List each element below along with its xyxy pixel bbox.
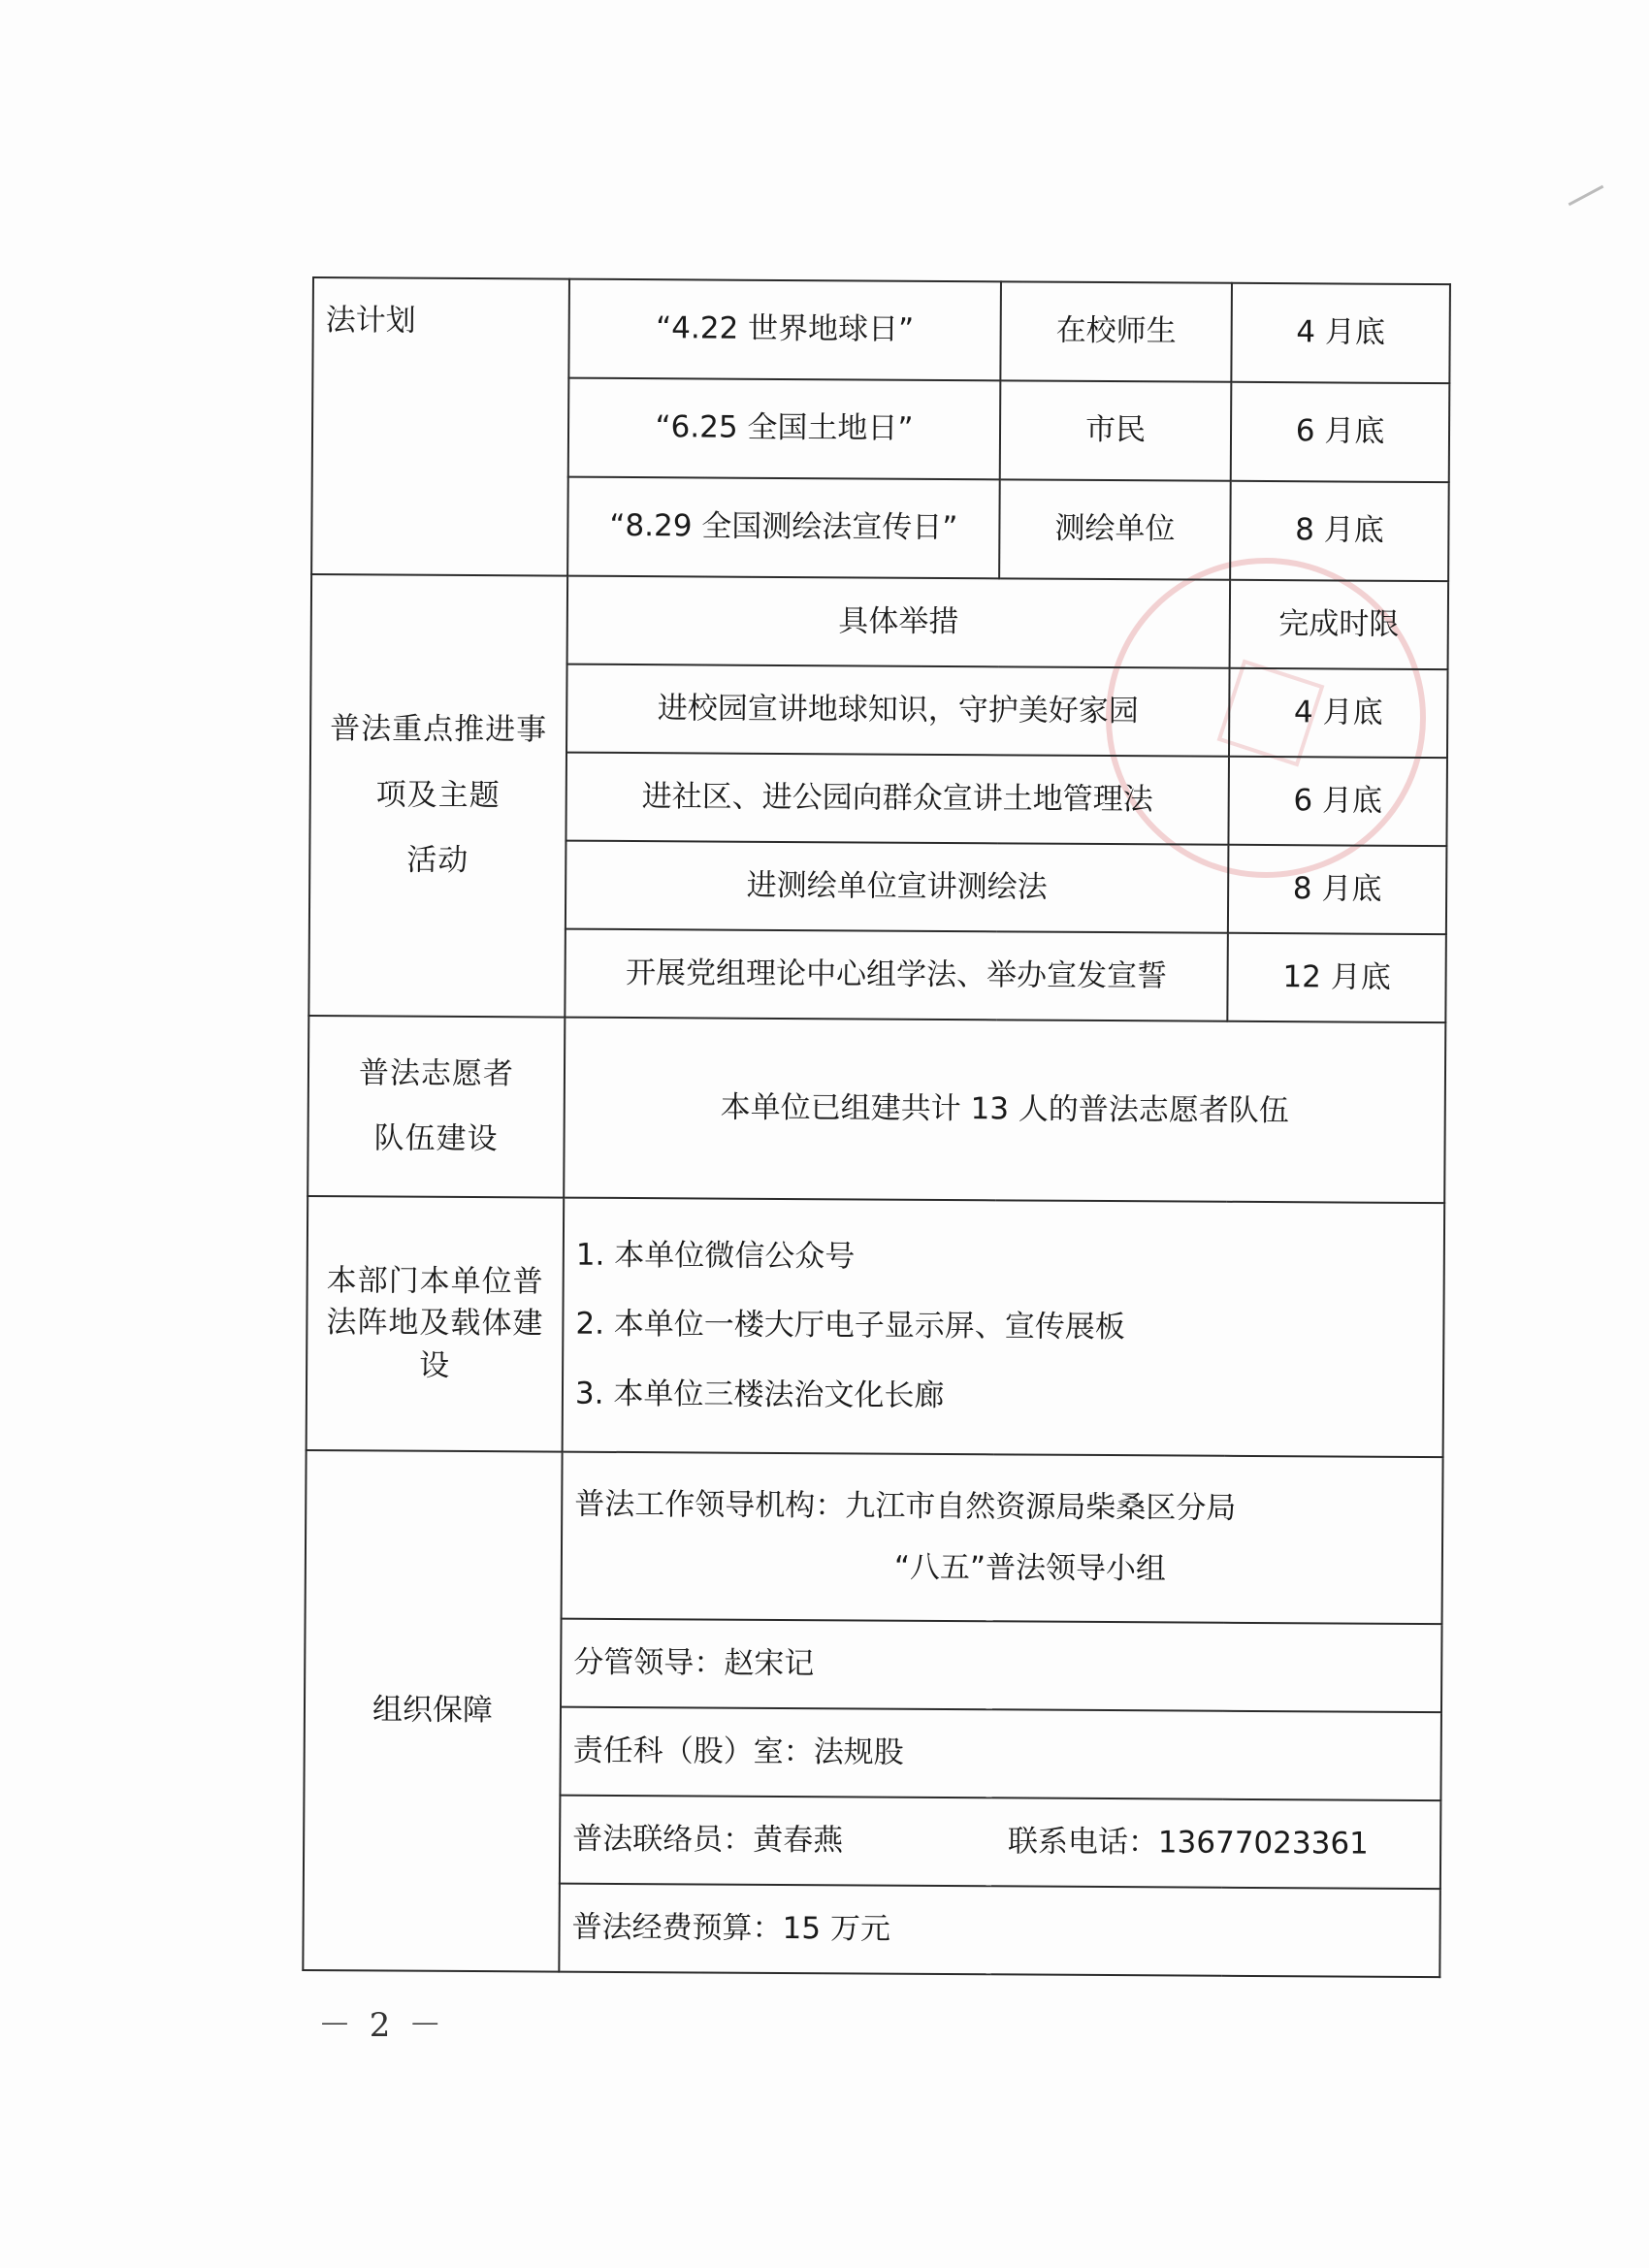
- activity-audience: 在校师生: [1000, 281, 1232, 381]
- activity-name: “6.25 全国土地日”: [568, 378, 1001, 480]
- activity-name: “8.29 全国测绘法宣传日”: [567, 477, 1000, 579]
- activity-audience: 市民: [1000, 380, 1232, 480]
- org-department: 责任科（股）室：法规股: [560, 1707, 1441, 1801]
- key-items-label: [308, 574, 567, 1018]
- measures-header: 具体举措: [567, 576, 1231, 668]
- key-items-header-row: [311, 574, 1449, 669]
- activity-name: “4.22 世界地球日”: [568, 279, 1001, 381]
- activity-deadline: 6 月底: [1231, 382, 1450, 482]
- key-item-measure: 开展党组理论中心组学法、举办宣发宣誓: [565, 929, 1228, 1021]
- org-phone: 联系电话：13677023361: [1007, 1824, 1369, 1862]
- volunteer-label-line: 队伍建设: [373, 1120, 499, 1157]
- activity-deadline: 8 月底: [1230, 481, 1449, 581]
- carrier-item: 3. 本单位三楼法治文化长廊: [574, 1376, 945, 1413]
- volunteer-text: 本单位已组建共计 13 人的普法志愿者队伍: [564, 1018, 1445, 1204]
- org-liaison-cell: [560, 1796, 1441, 1890]
- carriers-label-line: 本部门本单位普: [326, 1263, 544, 1300]
- key-items-label-line: 活动: [406, 842, 469, 879]
- org-leading-body-line: “八五”普法领导小组: [893, 1549, 1167, 1587]
- key-items-label-line: 普法重点推进事: [330, 711, 548, 748]
- carriers-list: [563, 1198, 1445, 1458]
- volunteer-row: [307, 1016, 1445, 1203]
- volunteer-label: [307, 1016, 565, 1198]
- org-leading-body-line: 普法工作领导机构：九江市自然资源局柴桑区分局: [574, 1486, 1237, 1526]
- key-item-measure: 进校园宣讲地球知识，守护美好家园: [566, 664, 1230, 757]
- plan-table: [302, 276, 1451, 1978]
- scan-mark: [1568, 185, 1604, 206]
- org-liaison: 普法联络员：黄春燕: [572, 1821, 844, 1859]
- org-budget: 普法经费预算：15 万元: [559, 1884, 1440, 1978]
- key-item-deadline: 8 月底: [1228, 845, 1447, 934]
- carrier-item: 1. 本单位微信公众号: [575, 1237, 856, 1275]
- org-leading-body: [562, 1452, 1443, 1625]
- key-item-deadline: 4 月底: [1229, 668, 1448, 758]
- key-item-deadline: 12 月底: [1227, 933, 1446, 1022]
- carriers-label: [307, 1196, 565, 1452]
- key-item-measure: 进社区、进公园向群众宣讲土地管理法: [566, 753, 1229, 845]
- volunteer-label-line: 普法志愿者: [358, 1054, 515, 1091]
- plan-label: 法计划: [311, 277, 569, 576]
- deadline-header: 完成时限: [1230, 580, 1449, 669]
- org-label: 组织保障: [303, 1450, 562, 1972]
- org-leading-body-row: [306, 1450, 1443, 1624]
- activity-audience: 测绘单位: [999, 479, 1231, 579]
- activity-deadline: 4 月底: [1231, 283, 1450, 383]
- activity-row: [312, 277, 1450, 383]
- key-item-measure: 进测绘单位宣讲测绘法: [566, 841, 1229, 933]
- carrier-item: 2. 本单位一楼大厅电子显示屏、宣传展板: [575, 1306, 1125, 1345]
- page-number: － 2 －: [318, 2006, 446, 2045]
- carriers-row: [307, 1196, 1445, 1457]
- carriers-label-line: 法阵地及载体建: [326, 1305, 544, 1342]
- key-items-label-line: 项及主题: [375, 777, 501, 813]
- org-leader: 分管领导：赵宋记: [561, 1619, 1442, 1713]
- key-item-deadline: 6 月底: [1228, 757, 1447, 846]
- carriers-label-line: 设: [419, 1347, 451, 1383]
